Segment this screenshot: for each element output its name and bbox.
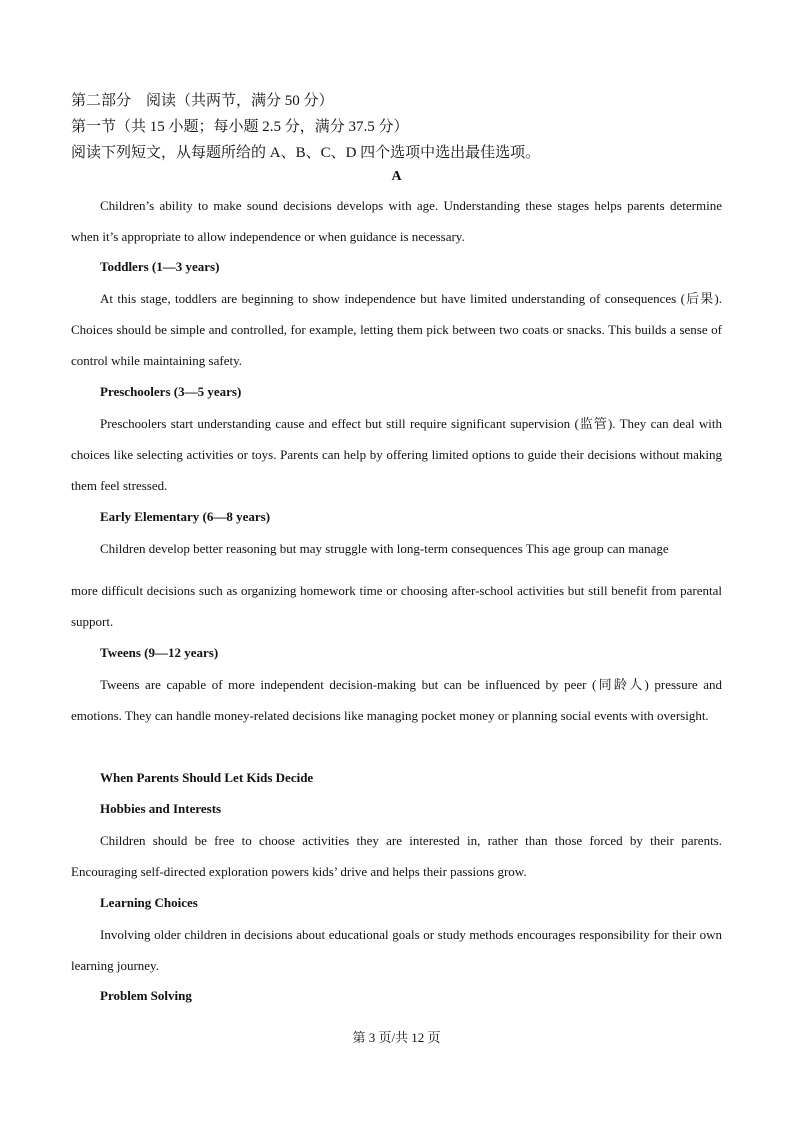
passage-letter: A [391, 169, 402, 184]
page-number: 第 3 页/共 12 页 [352, 1030, 441, 1045]
hobbies-paragraph: Children should be free to choose activities they are interested in, rather than those forced by their parents. Encouraging self-directed exploration powers kids’ drive and helps their passions grow. [71, 833, 722, 879]
hobbies-heading: Hobbies and Interests [100, 801, 222, 816]
learning-paragraph: Involving older children in decisions about educational goals or study methods encourages responsibility for their own learning journey. [71, 927, 722, 973]
when-parents-heading: When Parents Should Let Kids Decide [100, 770, 314, 785]
section-title: 第二部分 阅读（共两节，满分 50 分） [71, 93, 334, 109]
early-elementary-line-1: Children develop better reasoning but may struggle with long-term consequences This age group can manage [100, 541, 669, 556]
learning-heading: Learning Choices [100, 895, 198, 910]
subsection-title: 第一节（共 15 小题；每小题 2.5 分，满分 37.5 分） [71, 119, 409, 135]
preschoolers-heading: Preschoolers (3—5 years) [100, 384, 242, 399]
early-elementary-paragraph: more difficult decisions such as organizing homework time or choosing after-school activities but still benefit from parental support. [71, 583, 722, 629]
toddlers-heading: Toddlers (1—3 years) [100, 259, 220, 274]
intro-paragraph: Children’s ability to make sound decisions develops with age. Understanding these stages helps parents determine when it’s appropriate to allow independence or when guidance is necessary. [71, 198, 722, 244]
tweens-paragraph: Tweens are capable of more independent decision-making but can be influenced by peer (同龄人) pressure and emotions. They can handle money-related decisions like managing pocket money or planning social events with oversight. [71, 677, 722, 723]
early-elementary-heading: Early Elementary (6—8 years) [100, 509, 271, 524]
instructions: 阅读下列短文，从每题所给的 A、B、C、D 四个选项中选出最佳选项。 [71, 145, 541, 161]
preschoolers-paragraph: Preschoolers start understanding cause and effect but still require significant supervision (监管). They can deal with choices like selecting activities or toys. Parents can help by offering limited options to guide their decisions without making them feel stressed. [71, 416, 722, 493]
problem-solving-heading: Problem Solving [100, 988, 192, 1003]
tweens-heading: Tweens (9—12 years) [100, 645, 219, 660]
toddlers-paragraph: At this stage, toddlers are beginning to show independence but have limited understanding of consequences (后果). Choices should be simple and controlled, for example, letting them pick between two coats or snacks. This builds a sense of control while maintaining safety. [71, 291, 722, 368]
